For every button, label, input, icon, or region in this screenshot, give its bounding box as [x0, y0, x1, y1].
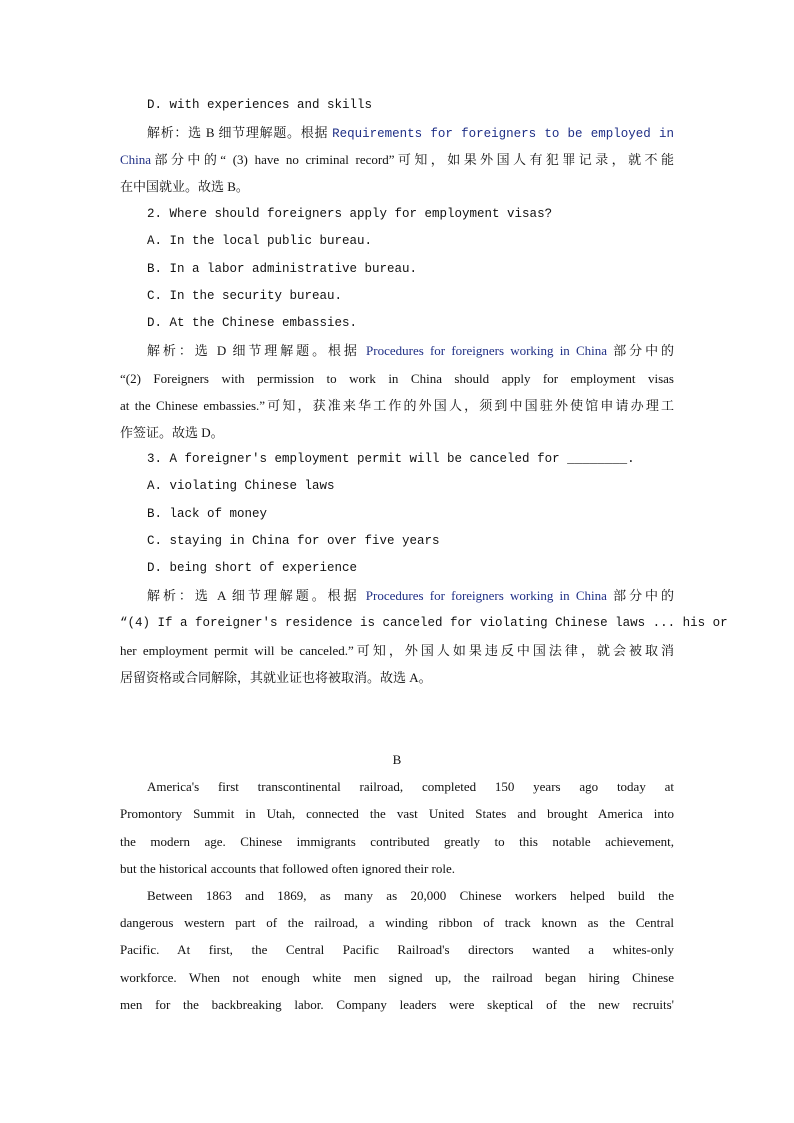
passage-line: men for the backbreaking labor. Company leaders were skeptical of the new recruits'	[120, 997, 674, 1012]
analysis-q2-line4: 作签证。故选 D。	[120, 425, 224, 440]
section-ref-procedures: Procedures for foreigners working in China	[365, 588, 607, 603]
analysis-q3-line4: 居留资格或合同解除，其就业证也将被取消。故选 A。	[120, 670, 432, 685]
q2-option-c: C. In the security bureau.	[147, 289, 343, 303]
passage-line: America's first transcontinental railroad, completed 150 years ago today at	[147, 779, 674, 794]
section-heading-b: B	[392, 752, 402, 767]
analysis-q1-line1: 解析：选 B 细节理解题。根据 Requirements for foreigners to be employed in	[147, 125, 675, 141]
passage-line: workforce. When not enough white men signed up, the railroad began hiring Chinese	[120, 970, 674, 985]
q2-option-d: D. At the Chinese embassies.	[147, 316, 358, 330]
section-ref-procedures: Procedures for foreigners working in China	[366, 343, 608, 358]
passage-line: dangerous western part of the railroad, a winding ribbon of track known as the Central	[120, 915, 674, 930]
analysis-q3-line2: “(4) If a foreigner's residence is canceled for violating Chinese laws ... his or	[120, 616, 728, 630]
question-3: 3. A foreigner's employment permit will be canceled for ________.	[147, 452, 635, 466]
question-2: 2. Where should foreigners apply for employment visas?	[147, 207, 553, 221]
q3-option-d: D. being short of experience	[147, 561, 358, 575]
passage-line: Promontory Summit in Utah, connected the vast United States and brought America into	[120, 806, 674, 821]
passage-line: but the historical accounts that followed often ignored their role.	[120, 861, 456, 876]
analysis-q2-line3: at the Chinese embassies.”可知，获准来华工作的外国人，须到中国驻外使馆申请办理工	[120, 398, 674, 413]
passage-line: Pacific. At first, the Central Pacific Railroad's directors wanted a whites-only	[120, 942, 674, 957]
analysis-q1-line3: 在中国就业。故选 B。	[120, 179, 249, 194]
q3-option-b: B. lack of money	[147, 507, 268, 521]
q2-option-b: B. In a labor administrative bureau.	[147, 262, 418, 276]
q2-option-a: A. In the local public bureau.	[147, 234, 373, 248]
passage-line: the modern age. Chinese immigrants contributed greatly to this notable achievement,	[120, 834, 674, 849]
analysis-q2-line2: “(2) Foreigners with permission to work in China should apply for employment visas	[120, 371, 674, 386]
analysis-q1-line2: China部分中的“ (3) have no criminal record”可知，如果外国人有犯罪记录，就不能	[120, 152, 674, 167]
analysis-q3-line3: her employment permit will be canceled.”可知，外国人如果违反中国法律，就会被取消	[120, 643, 674, 658]
passage-line: Between 1863 and 1869, as many as 20,000 Chinese workers helped build the	[147, 888, 674, 903]
section-ref-requirements: Requirements for foreigners to be employed in	[332, 127, 675, 141]
analysis-q2-line1: 解析：选 D 细节理解题。根据 Procedures for foreigners working in China 部分中的	[147, 343, 675, 358]
q3-option-c: C. staying in China for over five years	[147, 534, 440, 548]
q3-option-a: A. violating Chinese laws	[147, 479, 335, 493]
option-d-q1: D. with experiences and skills	[147, 98, 373, 112]
analysis-q3-line1: 解析：选 A 细节理解题。根据 Procedures for foreigners working in China 部分中的	[147, 588, 674, 603]
